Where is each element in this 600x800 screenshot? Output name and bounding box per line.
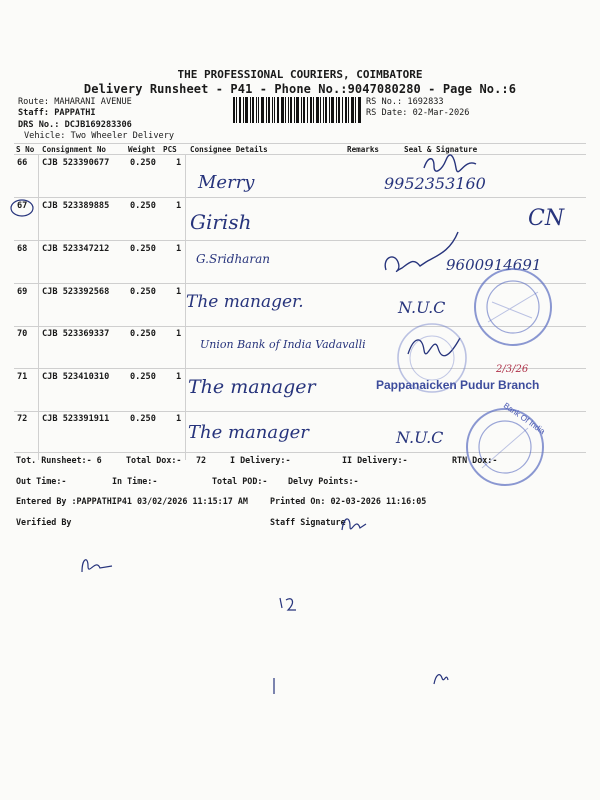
col-sno-header: S No — [16, 145, 35, 154]
total-dox-value: 72 — [196, 455, 207, 465]
runsheet-subtitle: Delivery Runsheet - P41 - Phone No.:9047080280 - Page No.:6 — [83, 82, 517, 96]
row-pcs: 1 — [176, 414, 182, 424]
row-sno: 67 — [17, 201, 28, 211]
bank-seal-stamp-icon — [468, 262, 558, 352]
printed-on: Printed On: 02-03-2026 11:16:05 — [270, 496, 427, 506]
table-top-rule — [14, 143, 586, 144]
total-pod-label: Total POD:- — [212, 476, 268, 486]
row-consignment: CJB 523389885 — [42, 201, 110, 211]
row-divider — [14, 197, 586, 198]
col-consignee-header: Consignee Details — [190, 145, 268, 154]
handwritten-nuc: N.U.C — [396, 428, 444, 447]
row-sno: 70 — [17, 329, 28, 339]
signature-scribble-icon — [420, 150, 480, 174]
row-consignment: CJB 523369337 — [42, 329, 110, 339]
signature-scribble-icon — [338, 512, 368, 534]
handwritten-phone: 9952353160 — [384, 174, 486, 193]
row-sno: 72 — [17, 414, 28, 424]
row-pcs: 1 — [176, 201, 182, 211]
company-title: THE PROFESSIONAL COURIERS, COIMBATORE — [177, 68, 423, 81]
row-sno: 66 — [17, 158, 28, 168]
handwritten-consignee: Merry — [198, 172, 255, 193]
staff-label: Staff: PAPPATHI — [18, 108, 96, 118]
row-weight: 0.250 — [130, 414, 156, 424]
row-consignment: CJB 523390677 — [42, 158, 110, 168]
sno-column-divider — [38, 154, 39, 460]
bank-seal-stamp-icon — [460, 402, 550, 492]
handwritten-initials: CN — [528, 206, 565, 231]
rtn-dox-label: RTN Dox:- — [452, 455, 498, 465]
header-rule — [14, 154, 586, 155]
verified-by-label: Verified By — [16, 517, 72, 527]
out-time-label: Out Time:- — [16, 476, 67, 486]
row-weight: 0.250 — [130, 158, 156, 168]
col-weight-header: Weight — [128, 145, 156, 154]
row-weight: 0.250 — [130, 287, 156, 297]
handwritten-consignee: Union Bank of India Vadavalli — [200, 338, 366, 351]
total-dox-label: Total Dox:- — [126, 455, 182, 465]
bank-seal-stamp-icon — [392, 318, 472, 398]
in-time-label: In Time:- — [112, 476, 158, 486]
handwritten-date: 2/3/26 — [496, 364, 529, 375]
col-pcs-header: PCS — [163, 145, 177, 154]
handwritten-consignee: G.Sridharan — [196, 252, 270, 266]
branch-stamp-text: Pappanaicken Pudur Branch — [376, 378, 540, 392]
row-pcs: 1 — [176, 158, 182, 168]
row-weight: 0.250 — [130, 329, 156, 339]
row-pcs: 1 — [176, 372, 182, 382]
handwritten-consignee: The manager. — [186, 292, 304, 312]
staff-signature-label: Staff Signature — [270, 517, 346, 527]
row-weight: 0.250 — [130, 372, 156, 382]
row-weight: 0.250 — [130, 201, 156, 211]
row-weight: 0.250 — [130, 244, 156, 254]
row-sno: 68 — [17, 244, 28, 254]
row-consignment: CJB 523391911 — [42, 414, 110, 424]
handwritten-consignee: The manager — [188, 422, 309, 443]
handwritten-nuc: N.U.C — [398, 298, 446, 317]
col-remarks-header: Remarks — [347, 145, 380, 154]
row-sno: 71 — [17, 372, 28, 382]
barcode-icon — [233, 97, 361, 123]
vehicle-label: Vehicle: Two Wheeler Delivery — [24, 131, 175, 141]
row-pcs: 1 — [176, 244, 182, 254]
total-runsheet: Tot. Runsheet:- 6 — [16, 455, 102, 465]
pen-mark-icon — [430, 668, 450, 688]
rs-number: RS No.: 1692833 — [366, 97, 444, 107]
handwritten-consignee: Girish — [190, 210, 252, 234]
col-consignment-header: Consignment No — [42, 145, 107, 154]
row-sno: 69 — [17, 287, 28, 297]
delvy-points-label: Delvy Points:- — [288, 476, 359, 486]
row-divider — [14, 240, 586, 241]
handwritten-consignee: The manager — [188, 376, 316, 398]
stamp-bank-text: Bank Of India — [501, 400, 547, 437]
route-label: Route: MAHARANI AVENUE — [18, 97, 132, 107]
pen-mark-icon — [276, 594, 300, 614]
drs-number: DRS No.: DCJB169283306 — [18, 120, 132, 130]
row-pcs: 1 — [176, 287, 182, 297]
pen-mark-icon — [76, 552, 116, 576]
row-consignment: CJB 523392568 — [42, 287, 110, 297]
row-consignment: CJB 523347212 — [42, 244, 110, 254]
i-delivery-label: I Delivery:- — [230, 455, 291, 465]
ii-delivery-label: II Delivery:- — [342, 455, 408, 465]
row-consignment: CJB 523410310 — [42, 372, 110, 382]
col-seal-header: Seal & Signature — [404, 145, 478, 154]
entered-by: Entered By :PAPPATHIP41 03/02/2026 11:15:17 AM — [16, 496, 248, 506]
pen-mark-icon — [268, 676, 280, 696]
row-pcs: 1 — [176, 329, 182, 339]
rs-date: RS Date: 02-Mar-2026 — [366, 108, 470, 118]
handwritten-phone: 9600914691 — [446, 256, 542, 274]
